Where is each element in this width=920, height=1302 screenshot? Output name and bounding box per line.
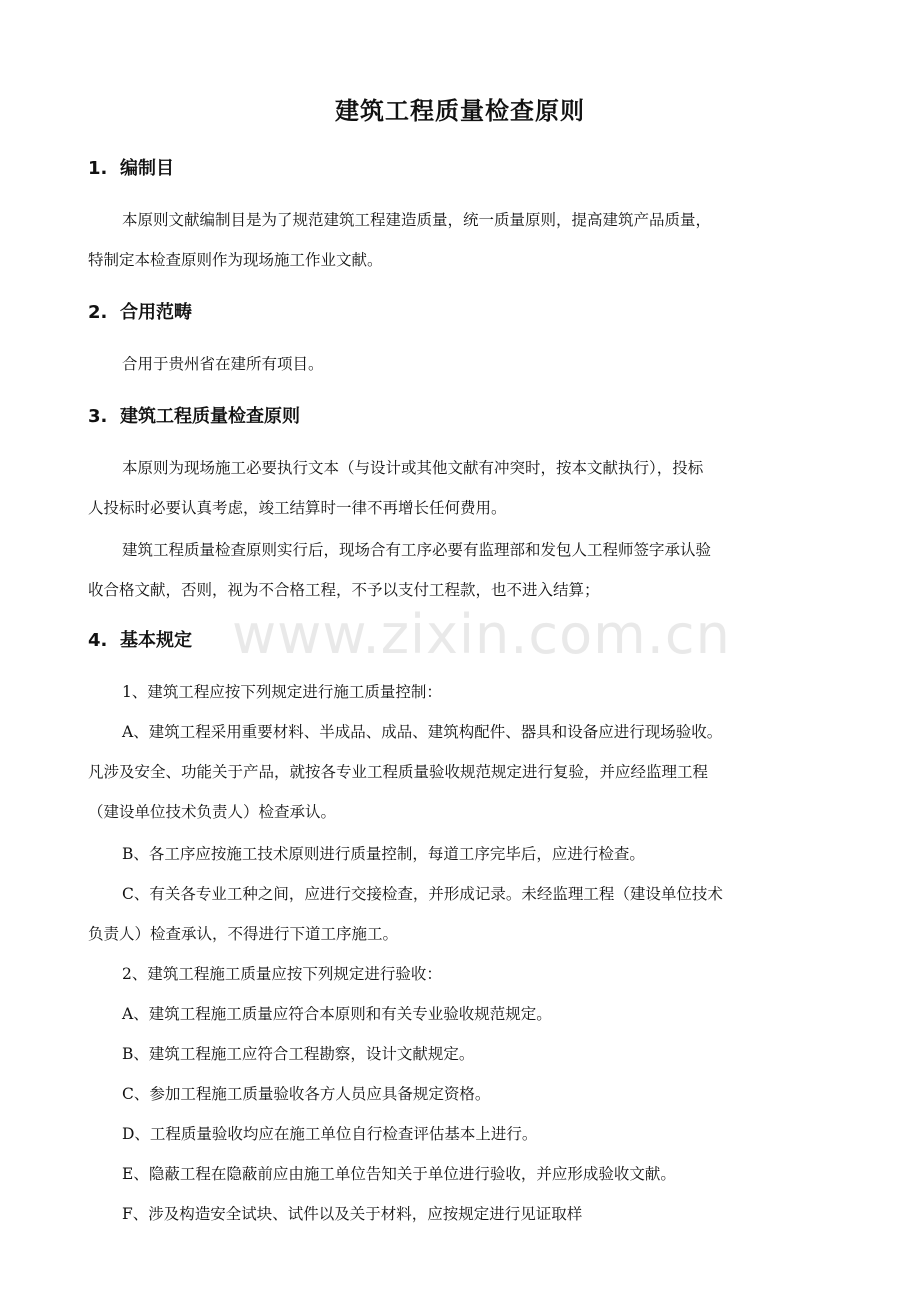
- paragraph-line: C、有关各专业工种之间，应进行交接检查，并形成记录。未经监理工程（建设单位技术: [122, 885, 723, 903]
- section-number: 1.: [88, 158, 108, 179]
- section-title: 建筑工程质量检查原则: [120, 406, 300, 427]
- section-title: 编制目: [120, 158, 174, 179]
- paragraph-line: 本原则为现场施工必要执行文本（与设计或其他文献有冲突时，按本文献执行），投标: [122, 459, 704, 477]
- paragraph-line: C、参加工程施工质量验收各方人员应具备规定资格。: [122, 1085, 491, 1103]
- paragraph-line: （建设单位技术负责人）检查承认。: [88, 803, 337, 821]
- paragraph-line: E、隐蔽工程在隐蔽前应由施工单位告知关于单位进行验收，并应形成验收文献。: [122, 1165, 676, 1183]
- section-title: 合用范畴: [120, 302, 192, 323]
- paragraph-line: F、涉及构造安全试块、试件以及关于材料，应按规定进行见证取样: [122, 1205, 583, 1223]
- section-heading-1: [88, 156, 174, 182]
- paragraph-line: B、各工序应按施工技术原则进行质量控制，每道工序完毕后，应进行检查。: [122, 845, 645, 863]
- paragraph-line: 1、建筑工程应按下列规定进行施工质量控制：: [122, 683, 442, 701]
- paragraph-line: 合用于贵州省在建所有项目。: [122, 355, 324, 373]
- section-number: 4.: [88, 630, 108, 651]
- section-number: 3.: [88, 406, 108, 427]
- section-heading-2: [88, 300, 192, 326]
- paragraph-line: A、建筑工程施工质量应符合本原则和有关专业验收规范规定。: [122, 1005, 552, 1023]
- watermark: www.zixin.com.cn: [232, 603, 731, 666]
- paragraph-line: B、建筑工程施工应符合工程勘察，设计文献规定。: [122, 1045, 475, 1063]
- paragraph-line: 特制定本检查原则作为现场施工作业文献。: [88, 251, 383, 269]
- paragraph-line: D、工程质量验收均应在施工单位自行检查评估基本上进行。: [122, 1125, 538, 1143]
- paragraph-line: 本原则文献编制目是为了规范建筑工程建造质量，统一质量原则，提高建筑产品质量，: [122, 211, 712, 229]
- section-number: 2.: [88, 302, 108, 323]
- document-title: 建筑工程质量检查原则: [335, 97, 585, 125]
- paragraph-line: 建筑工程质量检查原则实行后，现场合有工序必要有监理部和发包人工程师签字承认验: [122, 541, 712, 559]
- paragraph-line: 2、建筑工程施工质量应按下列规定进行验收：: [122, 965, 442, 983]
- paragraph-line: 收合格文献，否则，视为不合格工程，不予以支付工程款，也不进入结算；: [88, 581, 600, 599]
- section-title: 基本规定: [120, 630, 192, 651]
- paragraph-line: A、建筑工程采用重要材料、半成品、成品、建筑构配件、器具和设备应进行现场验收。: [122, 723, 723, 741]
- section-heading-3: [88, 404, 300, 430]
- paragraph-line: 凡涉及安全、功能关于产品，就按各专业工程质量验收规范规定进行复验，并应经监理工程: [88, 763, 709, 781]
- section-heading-4: [88, 628, 192, 654]
- paragraph-line: 人投标时必要认真考虑，竣工结算时一律不再增长任何费用。: [88, 499, 507, 517]
- paragraph-line: 负责人）检查承认，不得进行下道工序施工。: [88, 925, 399, 943]
